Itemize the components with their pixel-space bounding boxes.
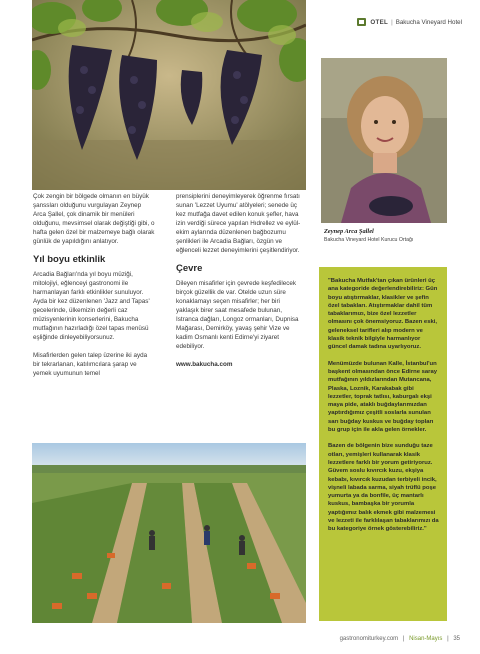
footer-site: gastronomiturkey.com: [339, 636, 399, 642]
section-label: OTEL: [370, 18, 389, 26]
footer-issue: Nisan-Mayıs: [409, 636, 443, 642]
quote-paragraph: "Bakucha Mutfak'tan çıkan ürünleri üç ana kategoride değerlendirebiliriz: Gün boyu atıştırmaklar, klasikler ve şefin özel tabakları. Atıştırmaklar dahil tüm tabaklarımızı, bize özel lezzetler olmasını çok önemsiyoruz. Bazen eski, geleneksel tarifleri alıp modern ve klasik teknik bilgiyle harmanlıyor güncel damak tadına uyarlıyoruz.: [328, 278, 438, 351]
portrait-role: Bakucha Vineyard Hotel Kurucu Ortağı: [324, 237, 414, 243]
quote-paragraph: Menümüzde bulunan Kalle, İstanbul'un başkent olmasından önce Edirne saray mutfağının yıldızlarından Mutancana, Plaska, Loznik, Karakabak gibi lezzetler, toprak tatlısı, kaburgalı ekşi maya pide, ataklı buğdaylarımızdan yaptırdığımız çeşitli soslarla sunulan sarı buğday kuskus ve buğday topları bu grup için ile akla gelen örnekler.: [328, 360, 438, 434]
paragraph: Çok zengin bir bölgede olmanın en büyük şanssları olduğunu vurgulayan Zeynep Arca Şallel, çok dinamik bir menüleri olduğunu, mevsimsel olarak değiştiği gibi, o hafta gelen özel bir malzemeye bağlı olarak günlük de yapıldığını anlatıyor.: [33, 193, 155, 245]
paragraph: Arcadia Bağları'nda yıl boyu müziği, mitolojiyi, eğlenceyi gastronomi ile harmanlayan farklı etkinlikler sunuluyor. Ayda bir kez düzenlenen 'Jazz and Tapas' gecelerinde, ülkemizin değerli caz müzisyenlerinin konserlerini, Bakucha mutfağının hazırladığı özel tapas menüsü eşliğinde dinleyebiliyorsunuz.: [33, 271, 150, 341]
quote-paragraph: Bazen de bölgenin bize sunduğu taze otları, yemişleri kullanarak klasik lezzetlere farklı bir yorum getiriyoruz. Güvem soslu kıvırcık kuzu, ekşiya kebabı, kıvırcık kuzudan terbiyeli incik, vişneli labada sarma, siyah trüflü poşe yumurta ya da bonfile, üç mantarlı kuskus, bambaşka bir yorumla yaptığımız balık ekmek gibi malzemesi ve lezzeti ile farklılaşan tabaklarımızı da bu kategoriye örnek gösterebiliriz.": [328, 443, 439, 533]
footer-separator: |: [447, 636, 449, 642]
page-footer: [340, 636, 460, 642]
paragraph: Misafirlerden gelen talep üzerine iki ayda bir tekrarlanan, katılımcılara şarap ve yemek uyumunun temel: [33, 352, 148, 377]
section-title: Bakucha Vineyard Hotel: [395, 18, 462, 26]
section-header: [357, 18, 462, 26]
vineyard-photo: [32, 443, 306, 623]
page-number: 35: [453, 636, 460, 642]
paragraph: prensiplerini deneyimleyerek öğrenme fırsatı sunan 'Lezzet Uyumu' atölyeleri; senede üç kez mutfağa davet edilen konuk şefler, hava izin verdiği sürece yapılan Hıdrellez ve eylül- ekim aylarında düzenlenen bağbozumu şenlikleri ile Arcadia Bağları, özgün ve eğlenceli lezzet deneyimlerini çeşitlendiriyor.: [176, 193, 301, 254]
hotel-icon: [357, 18, 366, 26]
text-column-2: [176, 192, 304, 378]
footer-separator: |: [402, 636, 405, 642]
grapes-photo: [32, 0, 306, 190]
subheading-environment: Çevre: [176, 263, 203, 274]
portrait-name: Zeynep Arca Şallel: [324, 228, 374, 235]
quote-box: [319, 267, 447, 621]
website-link[interactable]: www.bakucha.com: [176, 361, 233, 368]
header-separator: |: [391, 18, 393, 26]
portrait-photo: [321, 58, 447, 223]
text-column-1: [33, 192, 155, 387]
subheading-yearround: Yıl boyu etkinlik: [33, 254, 106, 265]
paragraph: Dileyen misafirler için çevrede keşfedilecek birçok güzellik de var. Otelde uzun süre konaklamayı seçen misafirler; her biri yaklaşık birer saat mesafede bulunan, Istranca dağları, Longoz ormanları, Dupnisa Mağarası, Demirköy, yavaş şehir Vize ve kadim Osmanlı kenti Edirne'yi ziyaret edebiliyor.: [176, 280, 299, 350]
